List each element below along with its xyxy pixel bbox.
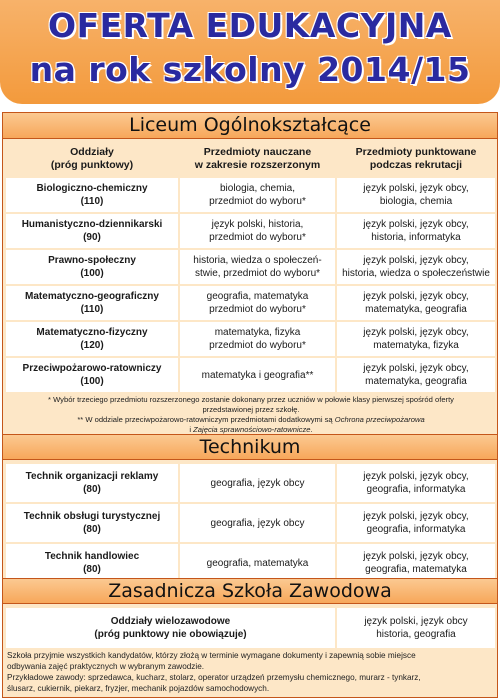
technikum-row-1-scored: język polski, język obcy, geografia, informatyka — [337, 464, 495, 502]
technikum-row-1-extended: geografia, język obcy — [180, 464, 335, 502]
technikum-row-3-extended: geografia, matematyka — [180, 544, 335, 582]
liceum-row-4-name: Matematyczno-geograficzny (110) — [6, 286, 178, 320]
liceum-row-2-scored: język polski, język obcy, historia, informatyka — [337, 214, 495, 248]
technikum-row-2-scored: język polski, język obcy, geografia, informatyka — [337, 504, 495, 542]
liceum-row-4-scored: język polski, język obcy, matematyka, geografia — [337, 286, 495, 320]
liceum-row-2-name: Humanistyczno-dziennikarski (90) — [6, 214, 178, 248]
technikum-row-2-name: Technik obsługi turystycznej (80) — [6, 504, 178, 542]
liceum-row-6-scored: język polski, język obcy, matematyka, geografia — [337, 358, 495, 392]
liceum-row-6-extended: matematyka i geografia** — [180, 358, 335, 392]
offer-frame — [2, 112, 498, 698]
liceum-row-1-scored: język polski, język obcy, biologia, chemia — [337, 178, 495, 212]
zsz-oddzialy: Oddziały wielozawodowe (próg punktowy nie obowiązuje) — [6, 608, 335, 648]
liceum-row-4-extended: geografia, matematyka przedmiot do wyboru* — [180, 286, 335, 320]
section-technikum-title: Technikum — [3, 434, 497, 460]
liceum-row-5-extended: matematyka, fizyka przedmiot do wyboru* — [180, 322, 335, 356]
header-banner — [0, 0, 500, 104]
liceum-row-2-extended: język polski, historia, przedmiot do wyboru* — [180, 214, 335, 248]
zsz-description: Szkoła przyjmie wszystkich kandydatów, którzy złożą w terminie wymagane dokumenty i zapewnią sobie miejsce odbywania zajęć praktycznych w wybranym zawodzie. Przykładowe zawody: sprzedawca, kucharz, stolarz, operator urządzeń przemysłu chemicznego, murarz - tynkarz, ślusarz, cukiernik, piekarz, fryzjer, mechanik pojazdów samochodowych. — [7, 651, 421, 693]
section-liceum-title: Liceum Ogólnokształcące — [3, 113, 497, 139]
technikum-row-1-name: Technik organizacji reklamy (80) — [6, 464, 178, 502]
header-title: OFERTA EDUKACYJNA — [48, 6, 452, 45]
header-subtitle: na rok szkolny 2014/15 — [29, 50, 471, 89]
col-header-extended: Przedmioty nauczane w zakresie rozszerzonym — [180, 141, 335, 176]
col-header-scored: Przedmioty punktowane podczas rekrutacji — [337, 141, 495, 176]
technikum-row-3-name: Technik handlowiec (80) — [6, 544, 178, 582]
liceum-row-6-name: Przeciwpożarowo-ratowniczy (100) — [6, 358, 178, 392]
technikum-row-2-extended: geografia, język obcy — [180, 504, 335, 542]
zsz-scored: język polski, język obcy historia, geografia — [337, 608, 495, 648]
liceum-footnote-2: ** W oddziale przeciwpożarowo-ratowniczym przedmiotami dodatkowymi są Ochrona przeciwpożarowa i Zajęcia sprawnościowo-ratownicze. — [77, 415, 425, 434]
liceum-row-3-name: Prawno-społeczny (100) — [6, 250, 178, 284]
technikum-row-3-scored: język polski, język obcy, geografia, matematyka — [337, 544, 495, 582]
section-zsz-title: Zasadnicza Szkoła Zawodowa — [3, 578, 497, 604]
liceum-row-5-name: Matematyczno-fizyczny (120) — [6, 322, 178, 356]
liceum-row-5-scored: język polski, język obcy, matematyka, fizyka — [337, 322, 495, 356]
liceum-row-3-scored: język polski, język obcy, historia, wiedza o społeczeństwie — [337, 250, 495, 284]
liceum-row-1-extended: biologia, chemia, przedmiot do wyboru* — [180, 178, 335, 212]
col-header-oddzialy: Oddziały (próg punktowy) — [6, 141, 178, 176]
liceum-footnote-1: * Wybór trzeciego przedmiotu rozszerzonego zostanie dokonany przez uczniów w połowie klasy pierwszej spośród oferty przedstawionej przez szkołę. — [48, 395, 454, 414]
liceum-row-3-extended: historia, wiedza o społeczeń- stwie, przedmiot do wyboru* — [180, 250, 335, 284]
liceum-row-1-name: Biologiczno-chemiczny (110) — [6, 178, 178, 212]
